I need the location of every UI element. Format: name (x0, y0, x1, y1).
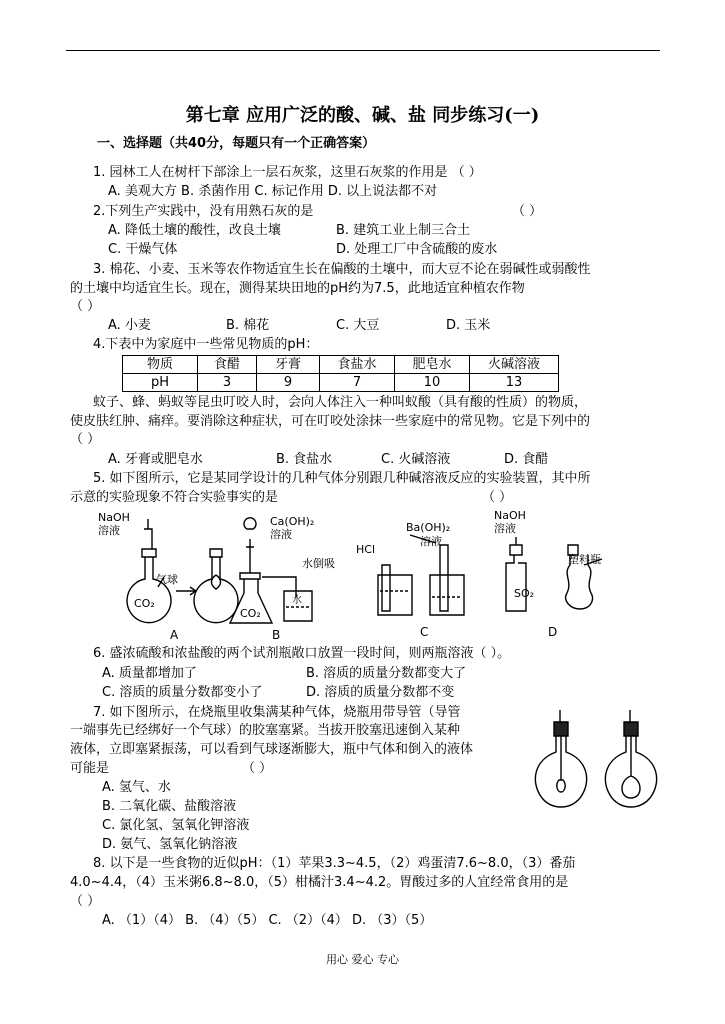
ph-table (122, 355, 559, 392)
q6-option-c: C. 溶质的质量分数都变小了 (102, 685, 263, 700)
q2-answer-paren: （ ） (512, 204, 543, 219)
fig-a-gas: CO₂ (134, 597, 155, 610)
q5-line2: 示意的实验现象不符合实验事实的是 (70, 490, 279, 505)
q7-option-a: A. 氢气、水 (102, 780, 171, 795)
q5-answer-paren: （ ） (482, 490, 513, 505)
q3-line3: （ ） (70, 299, 101, 314)
q6-option-a: A. 质量都增加了 (102, 666, 197, 681)
fig-d-reagent1: NaOH (494, 509, 526, 522)
q3-option-d: D. 玉米 (446, 318, 491, 333)
table-cell: 7 (320, 374, 395, 392)
q8-line2: 4.0~4.4，（4）玉米粥6.8~8.0，（5）柑橘汁3.4~4.2。胃酸过多的人宜经常食用的是 (70, 875, 569, 890)
q8-options: A. （1）（4） B. （4）（5） C. （2）（4） D. （3）（5） (102, 913, 433, 928)
q4-line1: 蚊子、蜂、蚂蚁等昆虫叮咬人时，会向人体注入一种叫蚁酸（具有酸的性质）的物质， (93, 395, 588, 410)
fig-b-reagent2: 溶液 (270, 528, 292, 541)
q4-option-d: D. 食醋 (504, 452, 549, 467)
q4-stem: 4.下表中为家庭中一些常见物质的pH： (93, 337, 319, 352)
table-cell: 物质 (123, 356, 198, 374)
table-cell: pH (123, 374, 198, 392)
q8-line3: （ ） (70, 894, 101, 909)
q1-stem: 1. 园林工人在树杆下部涂上一层石灰浆，这里石灰浆的作用是 （ ） (93, 165, 482, 180)
q6-option-b: B. 溶质的质量分数都变大了 (306, 666, 467, 681)
q7-line2: 一端事先已经绑好一个气球）的胶塞塞紧。当拔开胶塞迅速倒入某种 (70, 723, 461, 738)
page-title: 第七章 应用广泛的酸、碱、盐 同步练习(一) (185, 105, 540, 126)
header-rule (66, 50, 660, 51)
table-cell: 食盐水 (320, 356, 395, 374)
q5-apparatus-figure (90, 505, 610, 645)
q7-answer-paren: （ ） (242, 761, 273, 776)
fig-c-reagent2: 溶液 (420, 535, 442, 548)
page-footer: 用心 爱心 专心 (326, 953, 399, 966)
table-cell: 食醋 (198, 356, 257, 374)
fig-c-reagent1: Ba(OH)₂ (406, 521, 451, 534)
table-row (123, 374, 559, 392)
q5-line1: 5. 如下图所示，它是某同学设计的几种气体分别跟几种碱溶液反应的实验装置，其中所 (93, 471, 591, 486)
q3-option-b: B. 棉花 (226, 318, 270, 333)
q7-flask-figure (530, 708, 670, 820)
table-cell: 13 (470, 374, 559, 392)
table-cell: 10 (395, 374, 470, 392)
table-cell: 牙膏 (257, 356, 320, 374)
q7-option-c: C. 氯化氢、氢氧化钾溶液 (102, 818, 250, 833)
q4-option-b: B. 食盐水 (276, 452, 333, 467)
flask-after (605, 710, 656, 807)
q2-option-a: A. 降低土壤的酸性，改良土壤 (108, 223, 281, 238)
q7-option-b: B. 二氧化碳、盐酸溶液 (102, 799, 237, 814)
q2-option-d: D. 处理工厂中含硫酸的废水 (336, 242, 498, 257)
q3-option-a: A. 小麦 (108, 318, 151, 333)
fig-c-label: C (420, 625, 429, 639)
fig-b-water: 水 (292, 595, 302, 606)
q4-option-a: A. 牙膏或肥皂水 (108, 452, 203, 467)
fig-d-bottle: 塑料瓶 (568, 553, 601, 566)
q6-option-d: D. 溶质的质量分数都不变 (306, 685, 455, 700)
q2-stem: 2.下列生产实践中，没有用熟石灰的是 (93, 204, 314, 219)
q7-option-d: D. 氨气、氢氧化钠溶液 (102, 837, 238, 852)
q3-option-c: C. 大豆 (336, 318, 380, 333)
fig-b-label: B (272, 628, 281, 642)
q7-line3: 液体，立即塞紧振荡，可以看到气球逐渐膨大，瓶中气体和倒入的液体 (70, 742, 474, 757)
q4-line3: （ ） (70, 432, 101, 447)
q2-option-b: B. 建筑工业上制三合土 (336, 223, 471, 238)
fig-b-reagent1: Ca(OH)₂ (270, 515, 315, 528)
fig-d-label: D (548, 625, 558, 639)
q7-line4: 可能是 (70, 761, 110, 776)
q4-line2: 使皮肤红肿、痛痒。要消除这种症状，可在叮咬处涂抹一些家庭中的常见物。它是下列中的 (70, 414, 591, 429)
fig-c-gas: HCl (356, 543, 376, 556)
section-heading: 一、选择题（共40分，每题只有一个正确答案） (97, 136, 376, 151)
fig-a-balloon: 气球 (156, 573, 178, 586)
fig-b-note: 水倒吸 (302, 557, 335, 570)
q7-line1: 7. 如下图所示，在烧瓶里收集满某种气体，烧瓶用带导管（导管 (93, 705, 461, 720)
fig-a-label: A (170, 628, 179, 642)
fig-b-gas: CO₂ (240, 607, 261, 620)
fig-a-reagent1: NaOH (98, 511, 130, 524)
table-row (123, 356, 559, 374)
q2-option-c: C. 干燥气体 (108, 242, 178, 257)
flask-before (535, 710, 586, 807)
q6-stem: 6. 盛浓硫酸和浓盐酸的两个试剂瓶敞口放置一段时间，则两瓶溶液（ ）。 (93, 646, 511, 661)
q3-line2: 的土壤中均适宜生长。现在，测得某块田地的pH约为7.5，此地适宜种植农作物 (70, 281, 525, 296)
q3-line1: 3. 棉花、小麦、玉米等农作物适宜生长在偏酸的土壤中，而大豆不论在弱碱性或弱酸性 (93, 262, 591, 277)
fig-d-reagent2: 溶液 (494, 522, 516, 535)
fig-a-reagent2: 溶液 (98, 524, 120, 537)
table-cell: 肥皂水 (395, 356, 470, 374)
fig-d-gas: SO₂ (514, 587, 535, 600)
table-cell: 3 (198, 374, 257, 392)
table-cell: 火碱溶液 (470, 356, 559, 374)
q4-option-c: C. 火碱溶液 (381, 452, 451, 467)
q1-options: A. 美观大方 B. 杀菌作用 C. 标记作用 D. 以上说法都不对 (108, 184, 438, 199)
table-cell: 9 (257, 374, 320, 392)
q8-line1: 8. 以下是一些食物的近似pH：（1）苹果3.3~4.5，（2）鸡蛋清7.6~8.0，（3）番茄 (93, 856, 576, 871)
